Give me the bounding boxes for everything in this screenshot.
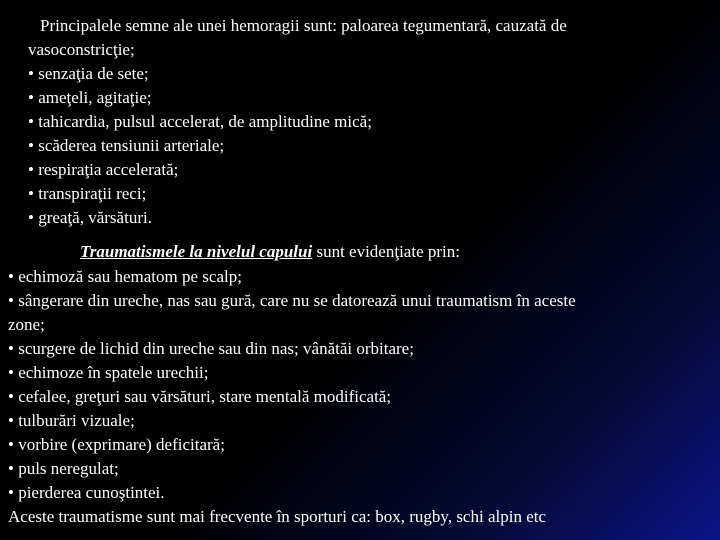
list-item-continuation: zone; <box>8 315 45 334</box>
head-trauma-title-rest: sunt evidenţiate prin: <box>312 242 460 261</box>
list-item: • echimoză sau hematom pe scalp; <box>8 267 242 286</box>
list-item: • scurgere de lichid din ureche sau din nas; vânătăi orbitare; <box>8 339 414 358</box>
list-item: • transpiraţii reci; <box>28 184 147 203</box>
closing-sentence: Aceste traumatisme sunt mai frecvente în sporturi ca: box, rugby, schi alpin etc <box>8 507 547 526</box>
intro-line-2: vasoconstricţie; <box>28 40 135 59</box>
head-trauma-heading <box>80 240 460 264</box>
list-item: • cefalee, greţuri sau vărsături, stare mentală modificată; <box>8 387 392 406</box>
list-item: • pierderea cunoştintei. <box>8 483 165 502</box>
list-item: • scăderea tensiunii arteriale; <box>28 136 225 155</box>
list-item: • tulburări vizuale; <box>8 411 135 430</box>
list-item: • ameţeli, agitaţie; <box>28 88 152 107</box>
list-item: • respiraţia accelerată; <box>28 160 179 179</box>
list-item: • greaţă, vărsături. <box>28 208 152 227</box>
list-item: • senzaţia de sete; <box>28 64 149 83</box>
list-item: • sângerare din ureche, nas sau gură, care nu se datorează unui traumatism în aceste <box>8 291 576 310</box>
list-item: • vorbire (exprimare) deficitară; <box>8 435 225 454</box>
list-item: • puls neregulat; <box>8 459 119 478</box>
list-item: • echimoze în spatele urechii; <box>8 363 209 382</box>
list-item: • tahicardia, pulsul accelerat, de amplitudine mică; <box>28 112 372 131</box>
intro-line-1: Principalele semne ale unei hemoragii sunt: paloarea tegumentară, cauzată de <box>40 16 567 35</box>
head-trauma-title: Traumatismele la nivelul capului <box>80 242 313 261</box>
